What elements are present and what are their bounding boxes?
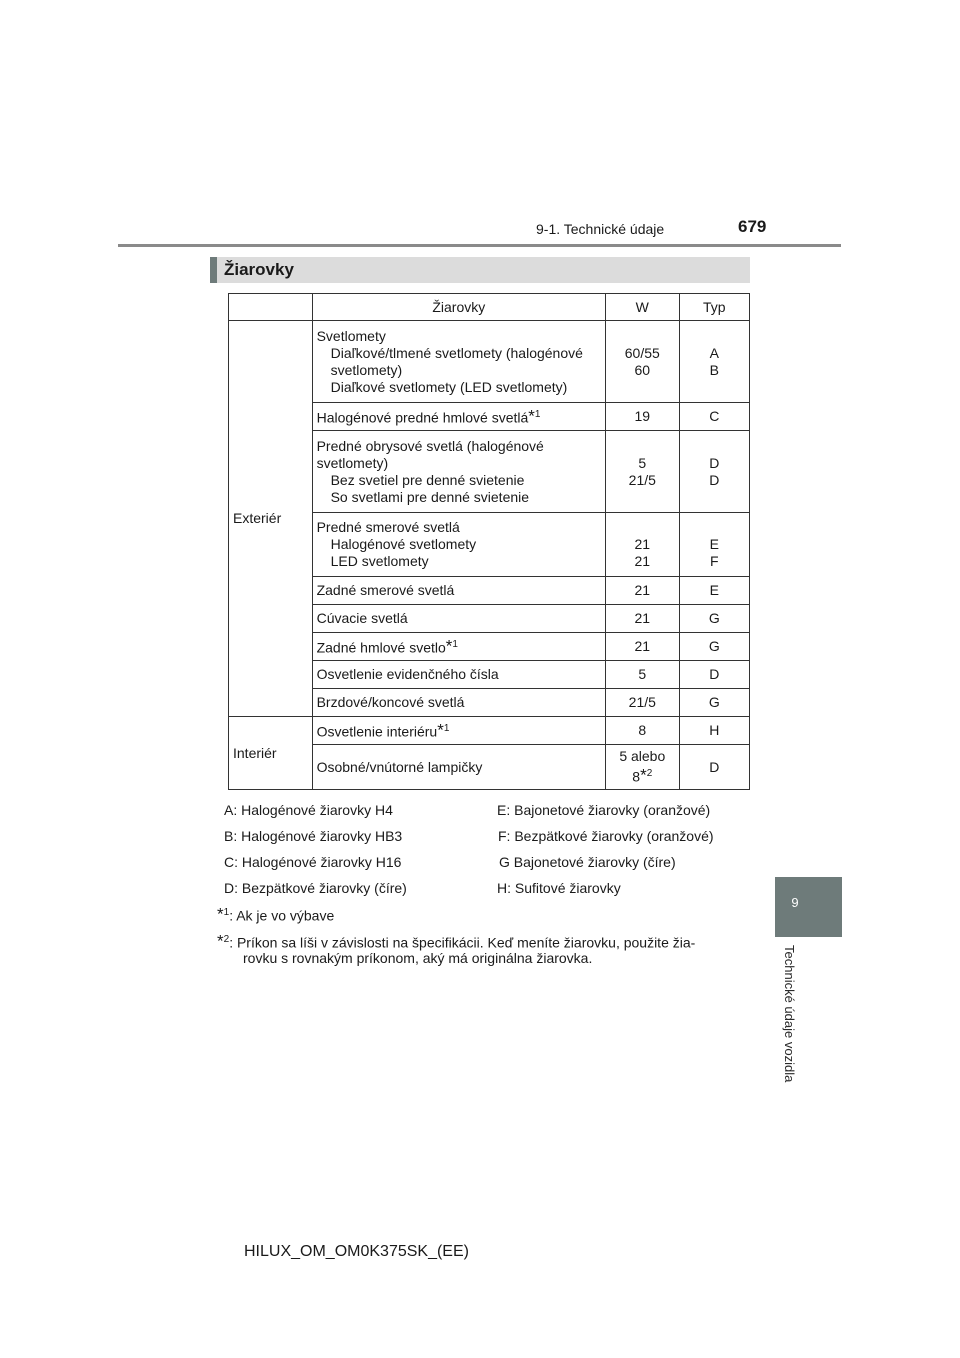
table-row (229, 717, 750, 745)
bulb-type: G (679, 605, 749, 633)
legend-item-d: D: Bezpätkové žiarovky (číre) (224, 880, 407, 896)
legend-item-h: H: Sufitové žiarovky (497, 880, 621, 896)
chapter-number: 9 (791, 895, 799, 910)
header-watt: W (606, 294, 680, 321)
footnote-ref: 1 (534, 409, 541, 421)
bulb-type: D (679, 661, 749, 689)
bulb-variant: Diaľkové/tlmené svetlomety (halogénové svetlomety) (330, 344, 583, 378)
bulbs-table (228, 293, 750, 790)
footnote-star: * (217, 904, 224, 924)
watt-value-with-note (610, 765, 675, 786)
footnote-ref: 2 (646, 768, 653, 780)
bulb-watt: 21 (606, 633, 680, 661)
category-interior: Interiér (229, 717, 313, 790)
bulb-variant: Bez svetiel pre denné svietenie (330, 471, 525, 488)
bulb-name (312, 321, 605, 403)
bulb-name-text: Zadné hmlové svetlo (316, 639, 446, 656)
bulb-watt: 8 (606, 717, 680, 745)
bulb-variant: Diaľkové svetlomety (LED svetlomety) (330, 378, 568, 395)
bulb-type: H (679, 717, 749, 745)
bulb-group-label: Svetlomety (316, 327, 386, 344)
bulb-name: Cúvacie svetlá (312, 605, 605, 633)
watt-value: 21/5 (628, 471, 656, 488)
bulb-type: G (679, 633, 749, 661)
document-code: HILUX_OM_OM0K375SK_(EE) (244, 1243, 469, 1260)
bulb-name (312, 513, 605, 577)
legend-item-e: E: Bajonetové žiarovky (oranžové) (497, 802, 711, 818)
bulb-name: Brzdové/koncové svetlá (312, 689, 605, 717)
bulb-name (312, 633, 605, 661)
bulb-watt (606, 745, 680, 790)
footnote-star: * (528, 406, 535, 426)
bulb-watt (606, 513, 680, 577)
footnote-text: : Príkon sa líši v závislosti na špecifikácii. Keď meníte žiarovku, použite žia- (229, 934, 696, 951)
section-title-accent (210, 257, 217, 283)
bulb-watt: 19 (606, 403, 680, 431)
bulb-watt: 5 (606, 661, 680, 689)
type-value: A (709, 344, 719, 361)
bulb-type: G (679, 689, 749, 717)
bulb-watt: 21 (606, 577, 680, 605)
legend-item-b: B: Halogénové žiarovky HB3 (224, 828, 403, 844)
type-value: B (709, 361, 719, 378)
bulb-name (312, 431, 605, 513)
header-type: Typ (679, 294, 749, 321)
footnote-star: * (445, 636, 453, 656)
bulb-type: C (679, 403, 749, 431)
bulb-variant: So svetlami pre denné svietenie (330, 488, 530, 505)
footnote-star: * (437, 720, 444, 740)
watt-value: 8 (632, 768, 641, 785)
bulb-type: D (679, 745, 749, 790)
bulb-type (679, 321, 749, 403)
type-value: D (709, 454, 720, 471)
bulb-watt (606, 431, 680, 513)
footnote-star: * (217, 931, 224, 951)
bulb-name-text: Osvetlenie interiéru (316, 723, 438, 740)
bulb-watt: 21 (606, 605, 680, 633)
header-divider (118, 244, 841, 247)
bulb-variant: LED svetlomety (330, 553, 429, 569)
legend-item-f: F: Bezpätkové žiarovky (oranžové) (498, 828, 714, 844)
bulb-type (679, 431, 749, 513)
legend-item-c: C: Halogénové žiarovky H16 (224, 854, 402, 870)
bulb-group-label: Predné smerové svetlá (316, 519, 460, 535)
footnote-2-continuation: rovku s rovnakým príkonom, aký má originálna žiarovka. (243, 950, 593, 966)
bulb-name: Osobné/vnútorné lampičky (312, 745, 605, 790)
bulb-name (312, 403, 605, 431)
bulb-type (679, 513, 749, 577)
category-exterior: Exteriér (229, 321, 313, 717)
watt-value: 60/55 (624, 344, 660, 361)
watt-value: 60 (634, 361, 651, 378)
bulb-watt (606, 321, 680, 403)
footnote-ref: 1 (443, 723, 450, 735)
table-header-row (229, 294, 750, 321)
bulb-type: E (679, 577, 749, 605)
bulb-watt: 21/5 (606, 689, 680, 717)
chapter-title: Technické údaje vozidla (782, 945, 797, 1083)
page-number: 679 (738, 217, 767, 236)
bulb-name: Zadné smerové svetlá (312, 577, 605, 605)
table-row (229, 321, 750, 403)
legend-item-a: A: Halogénové žiarovky H4 (224, 802, 393, 818)
footnote-star: * (640, 765, 647, 785)
section-title: Žiarovky (224, 260, 294, 279)
footnote-ref: 1 (452, 639, 458, 651)
watt-value: 5 alebo (619, 748, 666, 765)
bulb-group-label: Predné obrysové svetlá (halogénové svetlomety) (316, 437, 544, 471)
bulb-variant: Halogénové svetlomety (330, 536, 477, 552)
footnote-number: 1 (223, 907, 230, 918)
header-bulbs: Žiarovky (312, 294, 605, 321)
bulb-name: Osvetlenie evidenčného čísla (312, 661, 605, 689)
section-header: 9-1. Technické údaje (536, 221, 665, 237)
watt-value: 5 (638, 454, 647, 471)
type-value: F (710, 553, 719, 569)
watt-value: 21 (634, 553, 651, 569)
type-value: D (709, 471, 720, 488)
footnote-1 (217, 903, 334, 926)
legend-item-g: G Bajonetové žiarovky (číre) (499, 854, 676, 870)
footnote-number: 2 (223, 934, 230, 945)
watt-value: 21 (634, 536, 651, 552)
bulb-name-text: Halogénové predné hmlové svetlá (316, 409, 529, 426)
header-empty (229, 294, 313, 321)
bulb-name (312, 717, 605, 745)
type-value: E (709, 536, 719, 552)
footnote-text: : Ak je vo výbave (229, 907, 335, 924)
